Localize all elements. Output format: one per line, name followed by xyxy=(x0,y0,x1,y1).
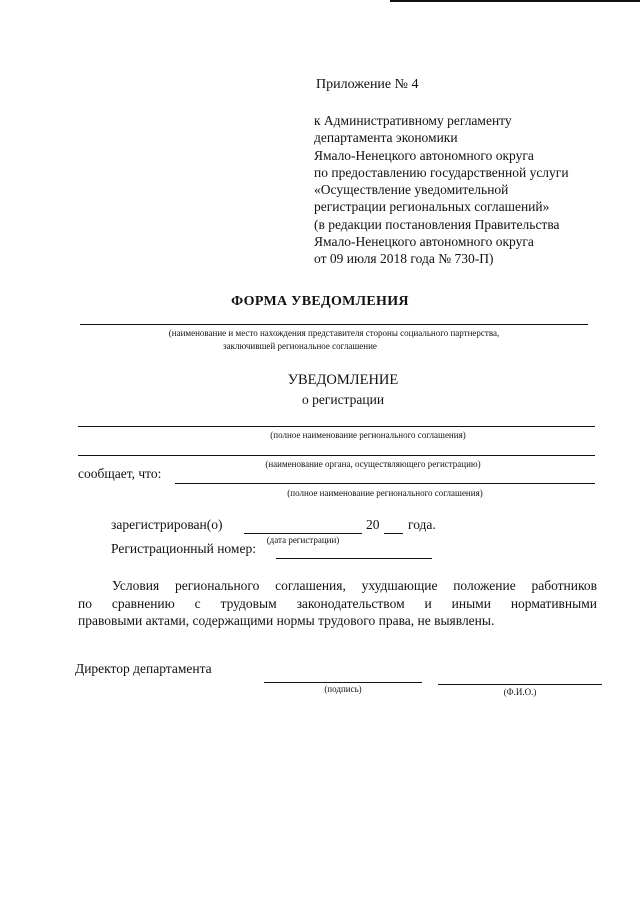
name-line xyxy=(438,684,602,685)
conditions-line-3: правовыми актами, содержащими нормы трудового права, не выявлены. xyxy=(78,613,495,628)
form-heading: ФОРМА УВЕДОМЛЕНИЯ xyxy=(231,294,409,309)
registered-year-suffix: года. xyxy=(408,517,436,532)
signature-line xyxy=(264,682,422,683)
annex-line: Ямало-Ненецкого автономного округа xyxy=(314,147,534,163)
annex-title: Приложение № 4 xyxy=(316,77,419,92)
agreement-name-caption-2: (полное наименование регионального соглашения) xyxy=(287,488,483,498)
notice-subtitle: о регистрации xyxy=(301,392,385,407)
registration-date-caption: (дата регистрации) xyxy=(266,535,340,545)
agreement-name-caption: (полное наименование регионального соглашения) xyxy=(270,430,466,440)
registration-date-line xyxy=(244,533,362,534)
reports-label: сообщает, что: xyxy=(78,466,162,481)
conditions-line-1: Условия регионального соглашения, ухудшающие положение работников xyxy=(112,578,597,593)
annex-line: по предоставлению государственной услуги xyxy=(314,164,569,180)
registered-year-prefix: 20 xyxy=(366,517,380,532)
annex-line: Ямало-Ненецкого автономного округа xyxy=(314,234,534,250)
registration-year-line xyxy=(384,533,403,534)
annex-body xyxy=(314,112,569,268)
reg-number-label: Регистрационный номер: xyxy=(111,541,256,556)
authority-line xyxy=(78,455,595,456)
agreement-name-line xyxy=(78,426,595,427)
registered-label: зарегистрирован(о) xyxy=(111,517,223,532)
conditions-paragraph xyxy=(78,577,597,630)
annex-line: департамента экономики xyxy=(314,130,458,146)
authority-caption: (наименование органа, осуществляющего регистрацию) xyxy=(265,459,481,469)
name-caption: (Ф.И.О.) xyxy=(503,687,537,697)
annex-line: регистрации региональных соглашений» xyxy=(314,199,550,215)
representative-line xyxy=(80,324,588,325)
top-border-line xyxy=(390,0,640,2)
annex-line: от 09 июля 2018 года № 730-П) xyxy=(314,251,494,267)
signature-caption: (подпись) xyxy=(324,684,362,694)
reg-number-line xyxy=(276,558,432,559)
annex-line: к Административному регламенту xyxy=(314,113,512,128)
conditions-line-2: по сравнению с трудовым законодательством и иными нормативными xyxy=(78,595,597,611)
annex-line: «Осуществление уведомительной xyxy=(314,182,509,198)
representative-caption-2: заключившей региональное соглашение xyxy=(223,341,377,351)
annex-line: (в редакции постановления Правительства xyxy=(314,216,560,232)
notice-title: УВЕДОМЛЕНИЕ xyxy=(287,372,399,388)
director-label: Директор департамента xyxy=(75,661,212,676)
representative-caption-1: (наименование и место нахождения представителя стороны социального партнерства, xyxy=(168,328,500,338)
reports-line xyxy=(175,483,595,484)
